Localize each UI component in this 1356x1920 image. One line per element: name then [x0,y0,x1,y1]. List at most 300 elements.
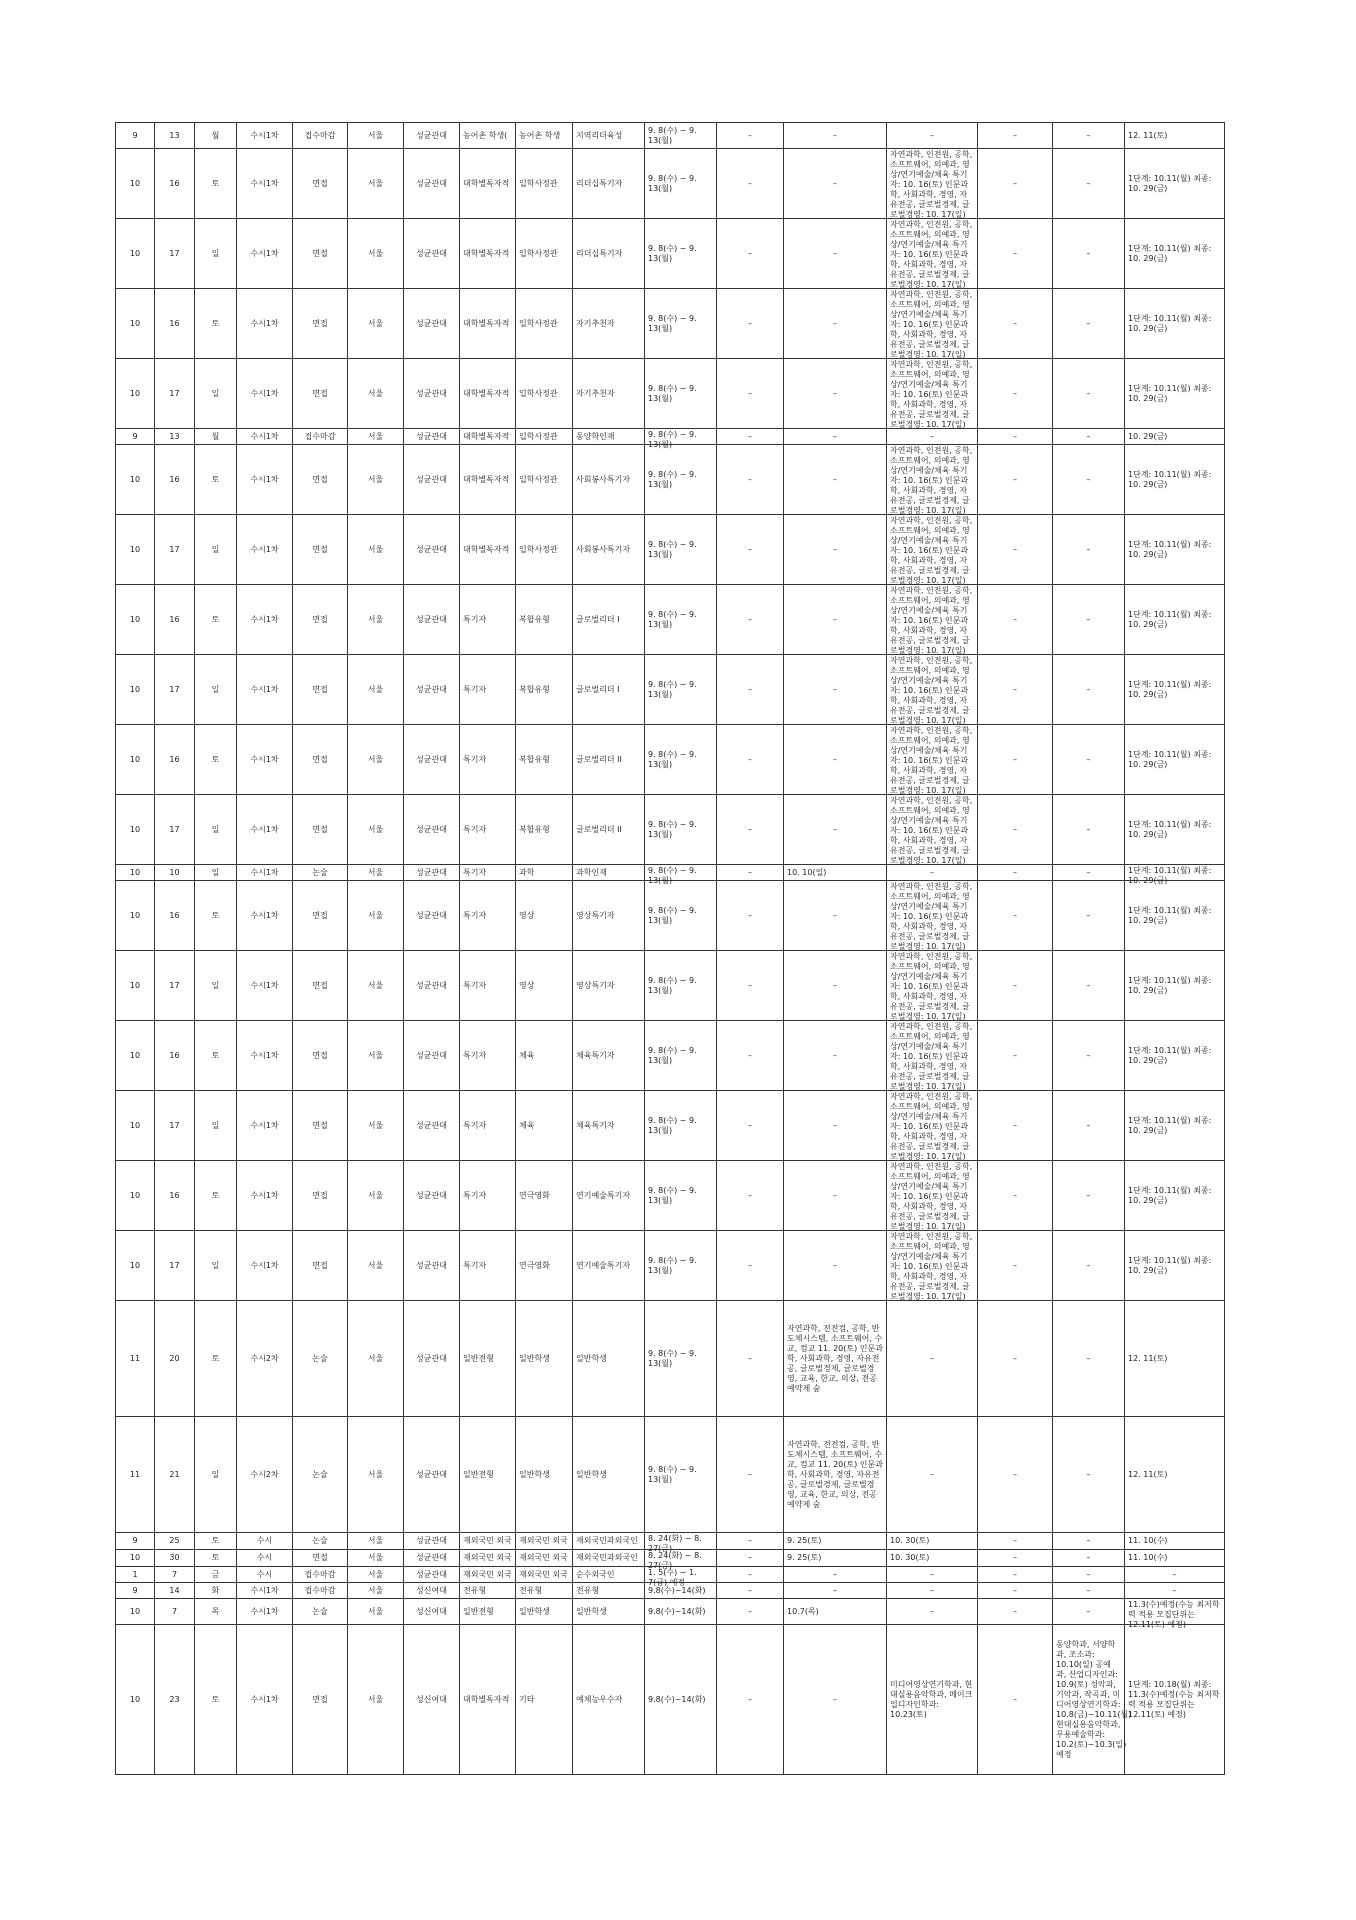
cell-university [404,1301,460,1417]
cell-university [404,149,460,219]
cell-type-text: 접수마감 [304,1569,336,1579]
cell-detail-2-text: – [833,824,837,834]
cell-admission-group-text: 특기자 [463,614,487,624]
cell-detail-4 [978,429,1053,445]
cell-admission-name [573,951,645,1021]
cell-result-date [1125,1550,1225,1567]
cell-admission-type [516,585,573,655]
cell-admission-group-text: 특기자 [463,1260,487,1270]
cell-detail-4 [978,655,1053,725]
cell-region [348,359,404,429]
cell-detail-4-text: – [1013,178,1017,188]
cell-detail-4-text: – [1013,1050,1017,1060]
cell-university [404,219,460,289]
cell-result-date [1125,865,1225,885]
cell-category [237,585,293,655]
cell-detail-4 [978,951,1053,1021]
cell-detail-4-text: – [1013,824,1017,834]
cell-detail-5 [1053,585,1125,655]
cell-detail-3-text: 자연과학, 인전원, 공학, 소프트웨어, 의예과, 영상/연기예술/체육 특기자: 10. 16(토) 인문과학, 사회과학, 경영, 자유전공, 글로벌경제, 글로벌경영: 10. 17(일) [890,1091,973,1161]
cell-day-text: 21 [169,1469,180,1479]
cell-detail-4-text: – [1013,1585,1017,1595]
cell-detail-1-text: – [748,867,752,877]
cell-type [293,515,348,585]
cell-detail-5-text: 동양학과, 서양학과, 조소과: 10.10(일) 공예과, 산업디자인과: 10.9(토) 성악과, 기악과, 작곡과, 미디어영상연기학과: 10.8(금)~10.11(월) 현대실용음악학과, 무용예술학과: 10.2(토)~10.3(일) 예정 [1056,1639,1132,1759]
cell-result-date-text: – [1172,1585,1177,1595]
cell-university [404,359,460,429]
cell-admission-type-text: 일반학생 [519,1469,550,1479]
cell-detail-1 [717,1625,784,1775]
cell-detail-3-text: – [930,130,934,140]
cell-category-text: 수시 [256,1536,273,1545]
schedule-rows [116,123,1225,1775]
cell-detail-3 [887,289,978,359]
cell-detail-5 [1053,1533,1125,1550]
cell-application-period-text: 9. 8(수) ~ 9. 13(월) [648,609,697,629]
cell-detail-3-text: – [930,867,934,877]
cell-weekday [195,1417,237,1533]
cell-application-period-text: 9. 8(수) ~ 9. 13(월) [648,469,697,489]
cell-day [155,289,195,359]
cell-detail-4-text: – [1013,684,1017,694]
schedule-table [115,122,1225,1775]
cell-admission-group-text: 대학별독자적 [463,318,510,328]
cell-detail-3 [887,429,978,445]
cell-detail-3 [887,585,978,655]
table-row [116,655,1225,725]
cell-detail-3 [887,1625,978,1775]
cell-month-text: 10 [129,614,141,624]
cell-month-text: 10 [129,754,141,764]
cell-month-text: 10 [129,474,141,484]
cell-type-text: 면접 [312,474,328,484]
cell-admission-name [573,149,645,219]
cell-result-date-text: 11. 10(수) [1128,1553,1168,1562]
cell-detail-3-text: 자연과학, 인전원, 공학, 소프트웨어, 의예과, 영상/연기예술/체육 특기자: 10. 16(토) 인문과학, 사회과학, 경영, 자유전공, 글로벌경제, 글로벌경영: 10. 17(일) [890,359,973,429]
cell-university-text: 성균관대 [416,130,447,140]
cell-region [348,219,404,289]
cell-weekday-text: 월 [211,130,220,140]
cell-detail-4-text: – [1013,130,1017,140]
cell-admission-type [516,515,573,585]
cell-detail-4 [978,865,1053,881]
cell-admission-name-text: 영상특기자 [576,910,615,920]
cell-university-text: 성균관대 [416,318,447,328]
cell-detail-1-text: – [748,684,752,694]
cell-detail-2-text: – [833,544,837,554]
cell-detail-5 [1053,515,1125,585]
cell-category-text: 수시1차 [250,980,279,990]
cell-admission-type [516,1021,573,1091]
cell-application-period [645,1417,717,1533]
cell-day [155,655,195,725]
cell-month-text: 9 [132,1536,138,1545]
cell-weekday-text: 일 [211,1469,220,1479]
cell-application-period-text: 9. 8(수) ~ 9. 13(월) [648,1255,697,1275]
cell-application-period [645,1091,717,1161]
cell-detail-3-text: 자연과학, 인전원, 공학, 소프트웨어, 의예과, 영상/연기예술/체육 특기자: 10. 16(토) 인문과학, 사회과학, 경영, 자유전공, 글로벌경제, 글로벌경영: 10. 17(일) [890,515,973,585]
cell-result-date-text: 1단계: 10.11(월) 최종: 10. 29(금) [1128,243,1212,263]
cell-application-period-text: 8. 24(화) ~ 8. 27(금) [648,1533,702,1553]
cell-detail-1 [717,1231,784,1301]
cell-admission-name [573,289,645,359]
cell-category [237,881,293,951]
cell-admission-type-text: 입학사정관 [519,178,558,188]
cell-admission-type [516,865,573,881]
cell-weekday [195,1567,237,1583]
cell-detail-4-text: – [1013,1606,1017,1616]
cell-university-text: 성균관대 [416,614,447,624]
cell-region [348,1625,404,1775]
cell-detail-2 [784,655,887,725]
cell-month [116,725,155,795]
cell-region [348,881,404,951]
cell-admission-name-text: 전유형 [576,1585,600,1595]
cell-month-text: 10 [129,1260,141,1270]
cell-detail-2 [784,149,887,219]
cell-admission-name-text: 글로벌리더 II [576,754,622,764]
cell-application-period [645,445,717,515]
cell-detail-1-text: – [748,910,752,920]
cell-detail-2 [784,1161,887,1231]
cell-month [116,1161,155,1231]
table-row [116,1301,1225,1417]
cell-region [348,865,404,881]
cell-category-text: 수시1차 [250,1120,279,1130]
cell-month-text: 10 [129,684,141,694]
cell-detail-1 [717,881,784,951]
cell-weekday [195,123,237,149]
cell-category-text: 수시1차 [250,130,279,140]
cell-university [404,951,460,1021]
cell-region [348,1231,404,1301]
cell-type-text: 면접 [312,1694,328,1704]
cell-category [237,289,293,359]
cell-month-text: 10 [129,867,141,877]
table-row [116,795,1225,865]
cell-university-text: 성균관대 [416,1190,447,1200]
cell-detail-5-text: – [1086,614,1091,624]
cell-category-text: 수시1차 [250,1694,279,1704]
cell-detail-1 [717,1091,784,1161]
table-row [116,1091,1225,1161]
cell-detail-2 [784,1625,887,1775]
cell-admission-type [516,1599,573,1625]
cell-admission-name [573,1301,645,1417]
cell-detail-2 [784,445,887,515]
cell-day-text: 16 [169,178,180,188]
cell-region [348,1021,404,1091]
cell-admission-type-text: 입학사정관 [519,544,558,554]
cell-category [237,1021,293,1091]
cell-category-text: 수시 [256,1553,273,1562]
cell-university [404,1533,460,1550]
cell-admission-name [573,1231,645,1301]
cell-detail-4 [978,219,1053,289]
cell-detail-4 [978,445,1053,515]
cell-detail-4 [978,1533,1053,1550]
cell-admission-group [460,1301,516,1417]
cell-detail-2 [784,881,887,951]
cell-admission-type-text: 농어촌 학생 [519,130,561,140]
cell-detail-2 [784,359,887,429]
cell-detail-4 [978,1231,1053,1301]
cell-category [237,1599,293,1625]
cell-detail-1-text: – [748,1120,752,1130]
cell-type [293,1091,348,1161]
cell-detail-5-text: – [1086,910,1091,920]
cell-detail-4 [978,585,1053,655]
cell-detail-2-text: 자연과학, 전전컴, 공학, 반도체시스템, 소프트웨어, 수교, 컴교 11. 20(토) 인문과학, 사회과학, 경영, 자유전공, 글로벌경제, 글로벌경영, 교육, 한교, 의상, 전공예약제 숲 [787,1323,883,1393]
cell-day [155,881,195,951]
cell-application-period [645,289,717,359]
cell-university [404,123,460,149]
cell-detail-4 [978,1161,1053,1231]
cell-weekday [195,445,237,515]
cell-admission-name [573,1550,645,1567]
cell-admission-name [573,123,645,149]
cell-detail-1 [717,1021,784,1091]
cell-detail-1-text: – [748,754,752,764]
cell-weekday [195,429,237,445]
cell-admission-name-text: 리더십특기자 [576,248,623,258]
cell-admission-group-text: 대학별독자적 [463,1694,510,1704]
cell-admission-type-text: 연극영화 [519,1190,550,1200]
cell-detail-2-text: 10. 10(일) [787,867,827,877]
cell-detail-5 [1053,1599,1125,1625]
cell-admission-type-text: 영상 [519,910,535,920]
cell-day [155,1533,195,1550]
cell-month [116,219,155,289]
cell-result-date [1125,1599,1225,1629]
cell-result-date-text: 1단계: 10.11(월) 최종: 10. 29(금) [1128,1115,1212,1135]
table-row [116,123,1225,149]
cell-month [116,1550,155,1567]
cell-month [116,1533,155,1550]
cell-detail-4-text: – [1013,754,1017,764]
table-row [116,429,1225,445]
cell-detail-2-text: – [833,248,837,258]
cell-university [404,865,460,881]
cell-admission-group-text: 재외국민 외국 [463,1536,512,1545]
cell-region [348,795,404,865]
cell-weekday [195,795,237,865]
cell-weekday [195,725,237,795]
cell-day [155,585,195,655]
cell-category-text: 수시1차 [250,1606,279,1616]
cell-detail-2 [784,1583,887,1599]
cell-detail-2 [784,1567,887,1583]
cell-admission-type-text: 재외국민 외국 [519,1553,568,1562]
cell-region [348,1599,404,1625]
cell-type [293,429,348,445]
cell-weekday-text: 목 [211,1606,220,1616]
cell-region-text: 서울 [367,248,384,258]
cell-application-period [645,123,717,149]
cell-day-text: 16 [169,1050,180,1060]
cell-detail-3-text: 자연과학, 인전원, 공학, 소프트웨어, 의예과, 영상/연기예술/체육 특기자: 10. 16(토) 인문과학, 사회과학, 경영, 자유전공, 글로벌경제, 글로벌경영: 10. 17(일) [890,445,973,515]
cell-admission-group-text: 대학별독자적 [463,474,510,484]
cell-category-text: 수시1차 [250,910,279,920]
cell-detail-4 [978,881,1053,951]
cell-detail-2 [784,1231,887,1301]
cell-result-date-text: 1단계: 10.11(월) 최종: 10. 29(금) [1128,679,1212,699]
cell-region [348,445,404,515]
cell-admission-name [573,725,645,795]
cell-detail-3-text: 자연과학, 인전원, 공학, 소프트웨어, 의예과, 영상/연기예술/체육 특기자: 10. 16(토) 인문과학, 사회과학, 경영, 자유전공, 글로벌경제, 글로벌경영: 10. 17(일) [890,289,973,359]
cell-detail-2-text: – [833,1120,837,1130]
cell-day [155,445,195,515]
table-row [116,1550,1225,1567]
table-row [116,149,1225,219]
table-row [116,1599,1225,1625]
cell-category [237,149,293,219]
cell-month [116,795,155,865]
cell-detail-5 [1053,951,1125,1021]
cell-detail-2-text: – [833,388,837,398]
cell-detail-5-text: – [1086,867,1091,877]
cell-detail-3-text: – [930,1606,934,1616]
cell-day [155,515,195,585]
cell-detail-3 [887,795,978,865]
cell-detail-2 [784,1301,887,1417]
cell-admission-group [460,359,516,429]
cell-detail-2 [784,515,887,585]
cell-application-period-text: 9. 8(수) ~ 9. 13(월) [648,905,697,925]
cell-detail-3-text: 자연과학, 인전원, 공학, 소프트웨어, 의예과, 영상/연기예술/체육 특기자: 10. 16(토) 인문과학, 사회과학, 경영, 자유전공, 글로벌경제, 글로벌경영: 10. 17(일) [890,219,973,289]
cell-admission-type [516,1583,573,1599]
cell-admission-name-text: 연기예술특기자 [576,1260,631,1270]
cell-university-text: 성균관대 [416,431,447,441]
cell-day-text: 25 [169,1536,180,1545]
cell-university-text: 성균관대 [416,910,447,920]
cell-weekday [195,1550,237,1567]
cell-detail-2-text: 9. 25(토) [787,1553,822,1562]
cell-type-text: 논술 [312,867,328,877]
cell-day [155,1550,195,1567]
cell-region [348,725,404,795]
cell-month [116,1231,155,1301]
cell-month-text: 11 [129,1469,141,1479]
cell-application-period [645,1301,717,1417]
cell-category-text: 수시1차 [250,544,279,554]
cell-weekday [195,1625,237,1775]
cell-admission-name [573,1533,645,1550]
cell-day [155,1583,195,1599]
cell-region [348,1550,404,1567]
cell-region [348,515,404,585]
cell-detail-5-text: – [1086,318,1091,328]
cell-detail-3-text: 자연과학, 인전원, 공학, 소프트웨어, 의예과, 영상/연기예술/체육 특기자: 10. 16(토) 인문과학, 사회과학, 경영, 자유전공, 글로벌경제, 글로벌경영: 10. 17(일) [890,1231,973,1301]
cell-detail-1 [717,865,784,881]
cell-university [404,1091,460,1161]
table-row [116,865,1225,881]
cell-detail-2-text: – [833,614,837,624]
table-row [116,951,1225,1021]
cell-month [116,1567,155,1583]
cell-university-text: 성균관대 [416,1353,447,1363]
cell-detail-1 [717,585,784,655]
cell-admission-name [573,1021,645,1091]
cell-detail-1-text: – [748,318,752,328]
cell-detail-5 [1053,655,1125,725]
cell-month [116,1301,155,1417]
cell-admission-group-text: 특기자 [463,1050,487,1060]
cell-month [116,445,155,515]
cell-month-text: 10 [129,388,141,398]
cell-detail-1 [717,1567,784,1583]
cell-month-text: 10 [129,1553,141,1562]
cell-detail-3 [887,1231,978,1301]
cell-category [237,1231,293,1301]
cell-type [293,1625,348,1775]
cell-detail-1-text: – [748,1536,752,1545]
cell-result-date-text: 12. 11(토) [1128,130,1168,140]
cell-admission-group [460,725,516,795]
cell-detail-2-text: – [833,1585,837,1595]
cell-admission-name-text: 재외국민과외국인 [576,1536,638,1545]
cell-admission-group-text: 특기자 [463,867,487,877]
cell-category [237,1091,293,1161]
cell-detail-1-text: – [748,1190,752,1200]
cell-application-period [645,515,717,585]
cell-application-period-text: 1. 5(수) ~ 1. 7(금) 예정 [648,1567,697,1587]
cell-weekday [195,1161,237,1231]
cell-detail-1-text: – [748,431,752,441]
cell-month-text: 9 [132,130,138,140]
cell-detail-4-text: – [1013,1536,1017,1545]
cell-type-text: 면접 [312,1553,328,1562]
cell-admission-name [573,1417,645,1533]
cell-category [237,515,293,585]
cell-detail-3-text: 자연과학, 인전원, 공학, 소프트웨어, 의예과, 영상/연기예술/체육 특기자: 10. 16(토) 인문과학, 사회과학, 경영, 자유전공, 글로벌경제, 글로벌경영: 10. 17(일) [890,1161,973,1231]
cell-university [404,795,460,865]
cell-weekday-text: 토 [211,1050,220,1060]
cell-admission-name [573,1161,645,1231]
cell-university [404,1161,460,1231]
cell-weekday-text: 일 [211,684,220,694]
cell-application-period [645,1231,717,1301]
cell-detail-5-text: – [1086,248,1091,258]
cell-admission-name [573,219,645,289]
cell-weekday-text: 토 [211,1190,220,1200]
cell-weekday-text: 화 [211,1585,220,1595]
cell-application-period-text: 9. 8(수) ~ 9. 13(월) [648,1045,697,1065]
cell-detail-1 [717,149,784,219]
cell-application-period [645,881,717,951]
cell-university [404,289,460,359]
cell-admission-group [460,1021,516,1091]
cell-detail-4-text: – [1013,318,1017,328]
cell-admission-group [460,515,516,585]
cell-detail-1-text: – [748,178,752,188]
cell-admission-name-text: 사회봉사특기자 [576,544,631,554]
cell-admission-type-text: 일반학생 [519,1606,550,1616]
cell-detail-3-text: – [930,1353,934,1363]
cell-day-text: 17 [169,980,180,990]
cell-weekday-text: 일 [211,824,220,834]
cell-detail-1 [717,289,784,359]
cell-detail-5-text: – [1086,1260,1091,1270]
cell-detail-5-text: – [1086,1553,1091,1562]
cell-detail-3 [887,219,978,289]
cell-detail-1-text: – [748,1569,752,1579]
cell-detail-3 [887,1091,978,1161]
cell-detail-1-text: – [748,544,752,554]
cell-day [155,1417,195,1533]
cell-university-text: 성균관대 [416,867,447,877]
cell-admission-type-text: 입학사정관 [519,248,558,258]
